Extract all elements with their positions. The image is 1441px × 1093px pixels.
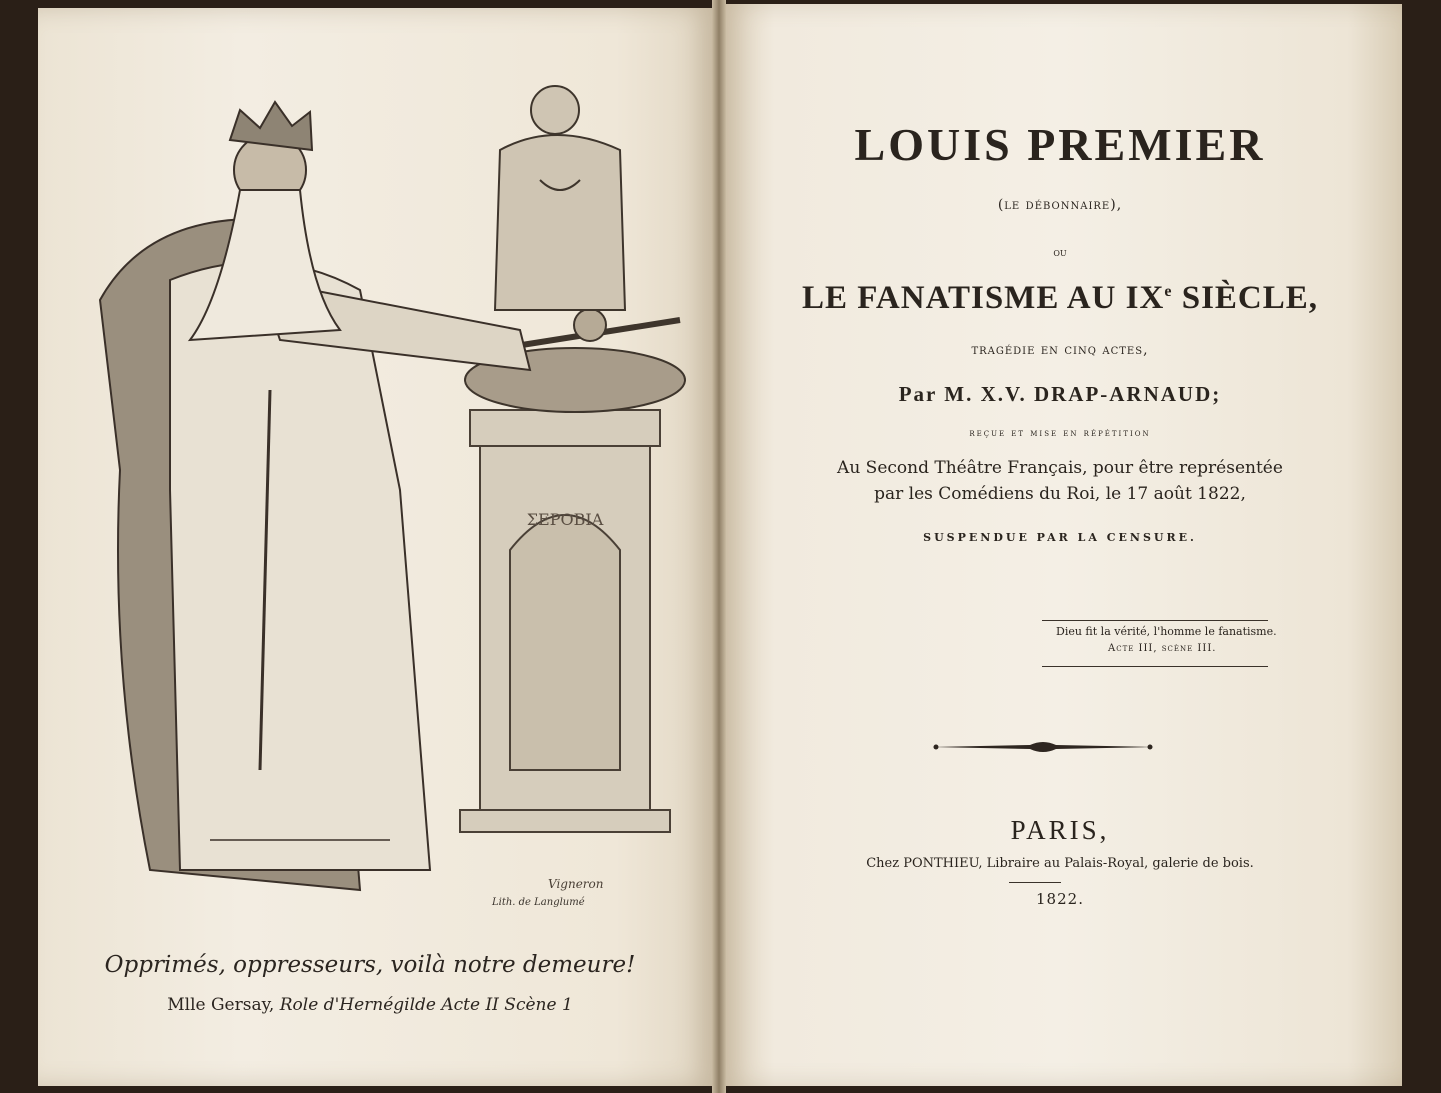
lithographer-credit: Lith. de Langlumé — [492, 897, 585, 908]
genre-line: tragédie en cinq actes, — [971, 342, 1149, 358]
imprint-rule — [1009, 882, 1061, 883]
theatre-line-1: Au Second Théâtre Français, pour être représentée — [837, 458, 1283, 478]
frontispiece-cast-line — [60, 995, 680, 1015]
epigraph-source: Acte III, scène III. — [1108, 643, 1217, 654]
actress-name: Mlle Gersay, — [167, 995, 275, 1015]
frontispiece-verse: Opprimés, oppresseurs, voilà notre demeure! — [104, 952, 636, 978]
imprint-year: 1822. — [1036, 890, 1084, 908]
alternate-title-main: LE FANATISME AU IX — [801, 280, 1165, 316]
act-scene: Acte II Scène 1 — [441, 995, 573, 1015]
imprint-city: PARIS, — [1010, 815, 1110, 845]
reception-line: reçue et mise en répétition — [969, 428, 1151, 439]
main-title: LOUIS PREMIER — [854, 119, 1266, 170]
ornamental-rule — [930, 739, 1156, 755]
queen-figure — [100, 102, 530, 890]
epigraph-bottom-rule — [1042, 666, 1268, 667]
censorship-line: SUSPENDUE PAR LA CENSURE. — [923, 531, 1197, 544]
role-name: Role d'Hernégilde — [279, 995, 436, 1015]
author-line: Par M. X.V. DRAP-ARNAUD; — [898, 382, 1222, 406]
frontispiece-illustration — [60, 70, 700, 930]
alternate-title-sup: e — [1164, 283, 1173, 300]
artist-signature: Vigneron — [548, 877, 604, 891]
pedestal-inscription: ΣΕΡΟΒΙΑ — [526, 510, 604, 529]
epigraph-quote: Dieu fit la vérité, l'homme le fanatisme. — [1056, 625, 1277, 638]
subtitle: (le débonnaire), — [997, 197, 1123, 213]
epigraph-top-rule — [1042, 620, 1268, 621]
alternate-title-end: SIÈCLE, — [1172, 280, 1319, 316]
book-gutter — [712, 0, 726, 1093]
alternate-title — [760, 280, 1360, 317]
imprint-publisher: Chez PONTHIEU, Libraire au Palais-Royal, galerie de bois. — [866, 856, 1254, 871]
conjunction: ou — [1053, 246, 1067, 259]
pedestal — [460, 410, 670, 832]
background-figure — [495, 86, 625, 310]
theatre-line-2: par les Comédiens du Roi, le 17 août 1822, — [874, 484, 1246, 504]
